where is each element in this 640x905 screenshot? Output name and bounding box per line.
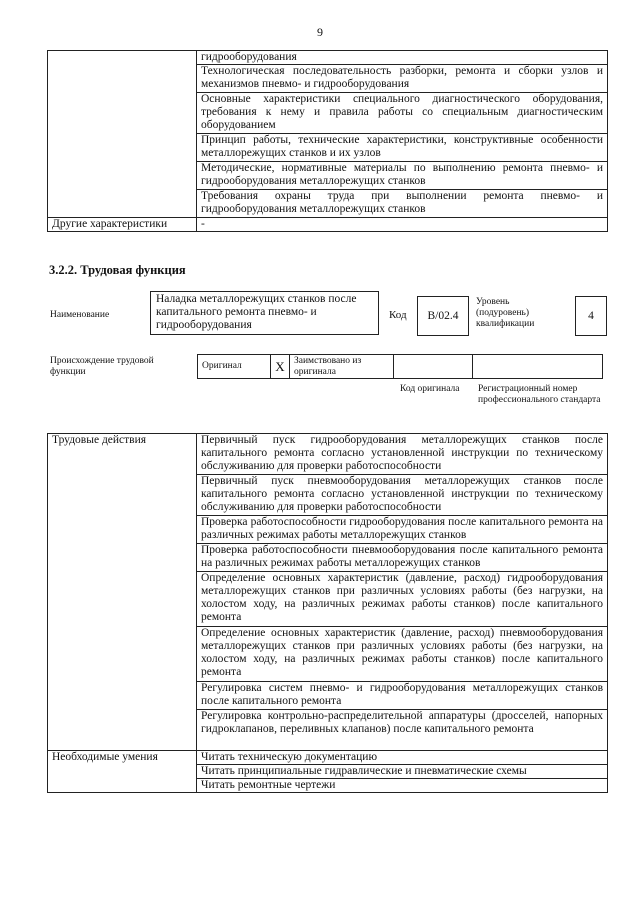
table-cell: Требования охраны труда при выполнении ремонта пневмо- и гидрооборудования металлорежущих станков (197, 190, 608, 218)
table-row (48, 751, 608, 765)
table-cell: Технологическая последовательность разборки, ремонта и сборки узлов и механизмов пневмо- и гидрооборудования (197, 65, 608, 93)
other-characteristics-value: - (197, 218, 608, 232)
action-item: Регулировка систем пневмо- и гидрооборудования металлорежущих станков после капитального ремонта (197, 682, 608, 710)
function-code: B/02.4 (417, 296, 469, 336)
level-label: Уровень (подуровень) квалификации (476, 297, 535, 329)
skill-item: Читать ремонтные чертежи (197, 779, 608, 793)
action-item: Первичный пуск пневмооборудования металлорежущих станков после капитального ремонта согласно установленной инструкции по техническому обслуживанию для проверки работоспособности (197, 475, 608, 516)
origin-table (197, 354, 603, 379)
action-item: Регулировка контрольно-распределительной аппаратуры (дросселей, напорных гидроклапанов, переливных клапанов) после капитального ремонта (197, 710, 608, 751)
action-item: Проверка работоспособности пневмооборудования после капитального ремонта на различных режимах работы металлорежущих станков (197, 544, 608, 572)
origin-reg-cell (473, 355, 603, 379)
table-cell: Методические, нормативные материалы по выполнению ремонта пневмо- и гидрооборудования металлорежущих станков (197, 162, 608, 190)
name-label: Наименование (50, 310, 110, 320)
reg-caption: Регистрационный номер профессионального стандарта (478, 384, 601, 405)
code-label: Код (389, 309, 407, 321)
level-value: 4 (575, 296, 607, 336)
table-cell: Основные характеристики специального диагностического оборудования, требования к нему и правила работы со специальным диагностическим оборудованием (197, 93, 608, 134)
skills-label: Необходимые умения (48, 751, 197, 793)
borrowed-label: Заимствовано из оригинала (290, 355, 394, 379)
other-characteristics-label: Другие характеристики (48, 218, 197, 232)
skill-item: Читать техническую документацию (197, 751, 608, 765)
table-row (48, 434, 608, 475)
empty-label-cell (48, 51, 197, 218)
code-caption: Код оригинала (400, 384, 460, 394)
action-item: Определение основных характеристик (давление, расход) пневмооборудования металлорежущих станков при различных условиях работы (без нагрузки, на холостом ходу, на различных режимах работы станков) после капитального ремонта (197, 627, 608, 682)
table-row (48, 218, 608, 232)
action-item: Первичный пуск гидрооборудования металлорежущих станков после капитального ремонта согласно установленной инструкции по техническому обслуживанию для проверки работоспособности (197, 434, 608, 475)
original-mark: X (271, 355, 290, 379)
original-label: Оригинал (198, 355, 271, 379)
action-item: Определение основных характеристик (давление, расход) гидрооборудования металлорежущих станков при различных условиях работы (без нагрузки, на холостом ходу, на различных режимах работы станков) после капитального ремонта (197, 572, 608, 627)
section-heading: 3.2.2. Трудовая функция (49, 263, 186, 277)
origin-label: Происхождение трудовой функции (50, 356, 154, 377)
table-row (48, 51, 608, 65)
action-item: Проверка работоспособности гидрооборудования после капитального ремонта на различных режимах работы металлорежущих станков (197, 516, 608, 544)
table-cell: Принцип работы, технические характеристики, конструктивные особенности металлорежущих станков и их узлов (197, 134, 608, 162)
function-name: Наладка металлорежущих станков после капитального ремонта пневмо- и гидрооборудования (150, 291, 379, 335)
actions-label: Трудовые действия (48, 434, 197, 751)
actions-table (47, 433, 608, 793)
page-number: 9 (317, 25, 323, 39)
skill-item: Читать принципиальные гидравлические и пневматические схемы (197, 765, 608, 779)
origin-code-cell (394, 355, 473, 379)
table-cell: гидрооборудования (197, 51, 608, 65)
knowledge-table (47, 50, 608, 232)
